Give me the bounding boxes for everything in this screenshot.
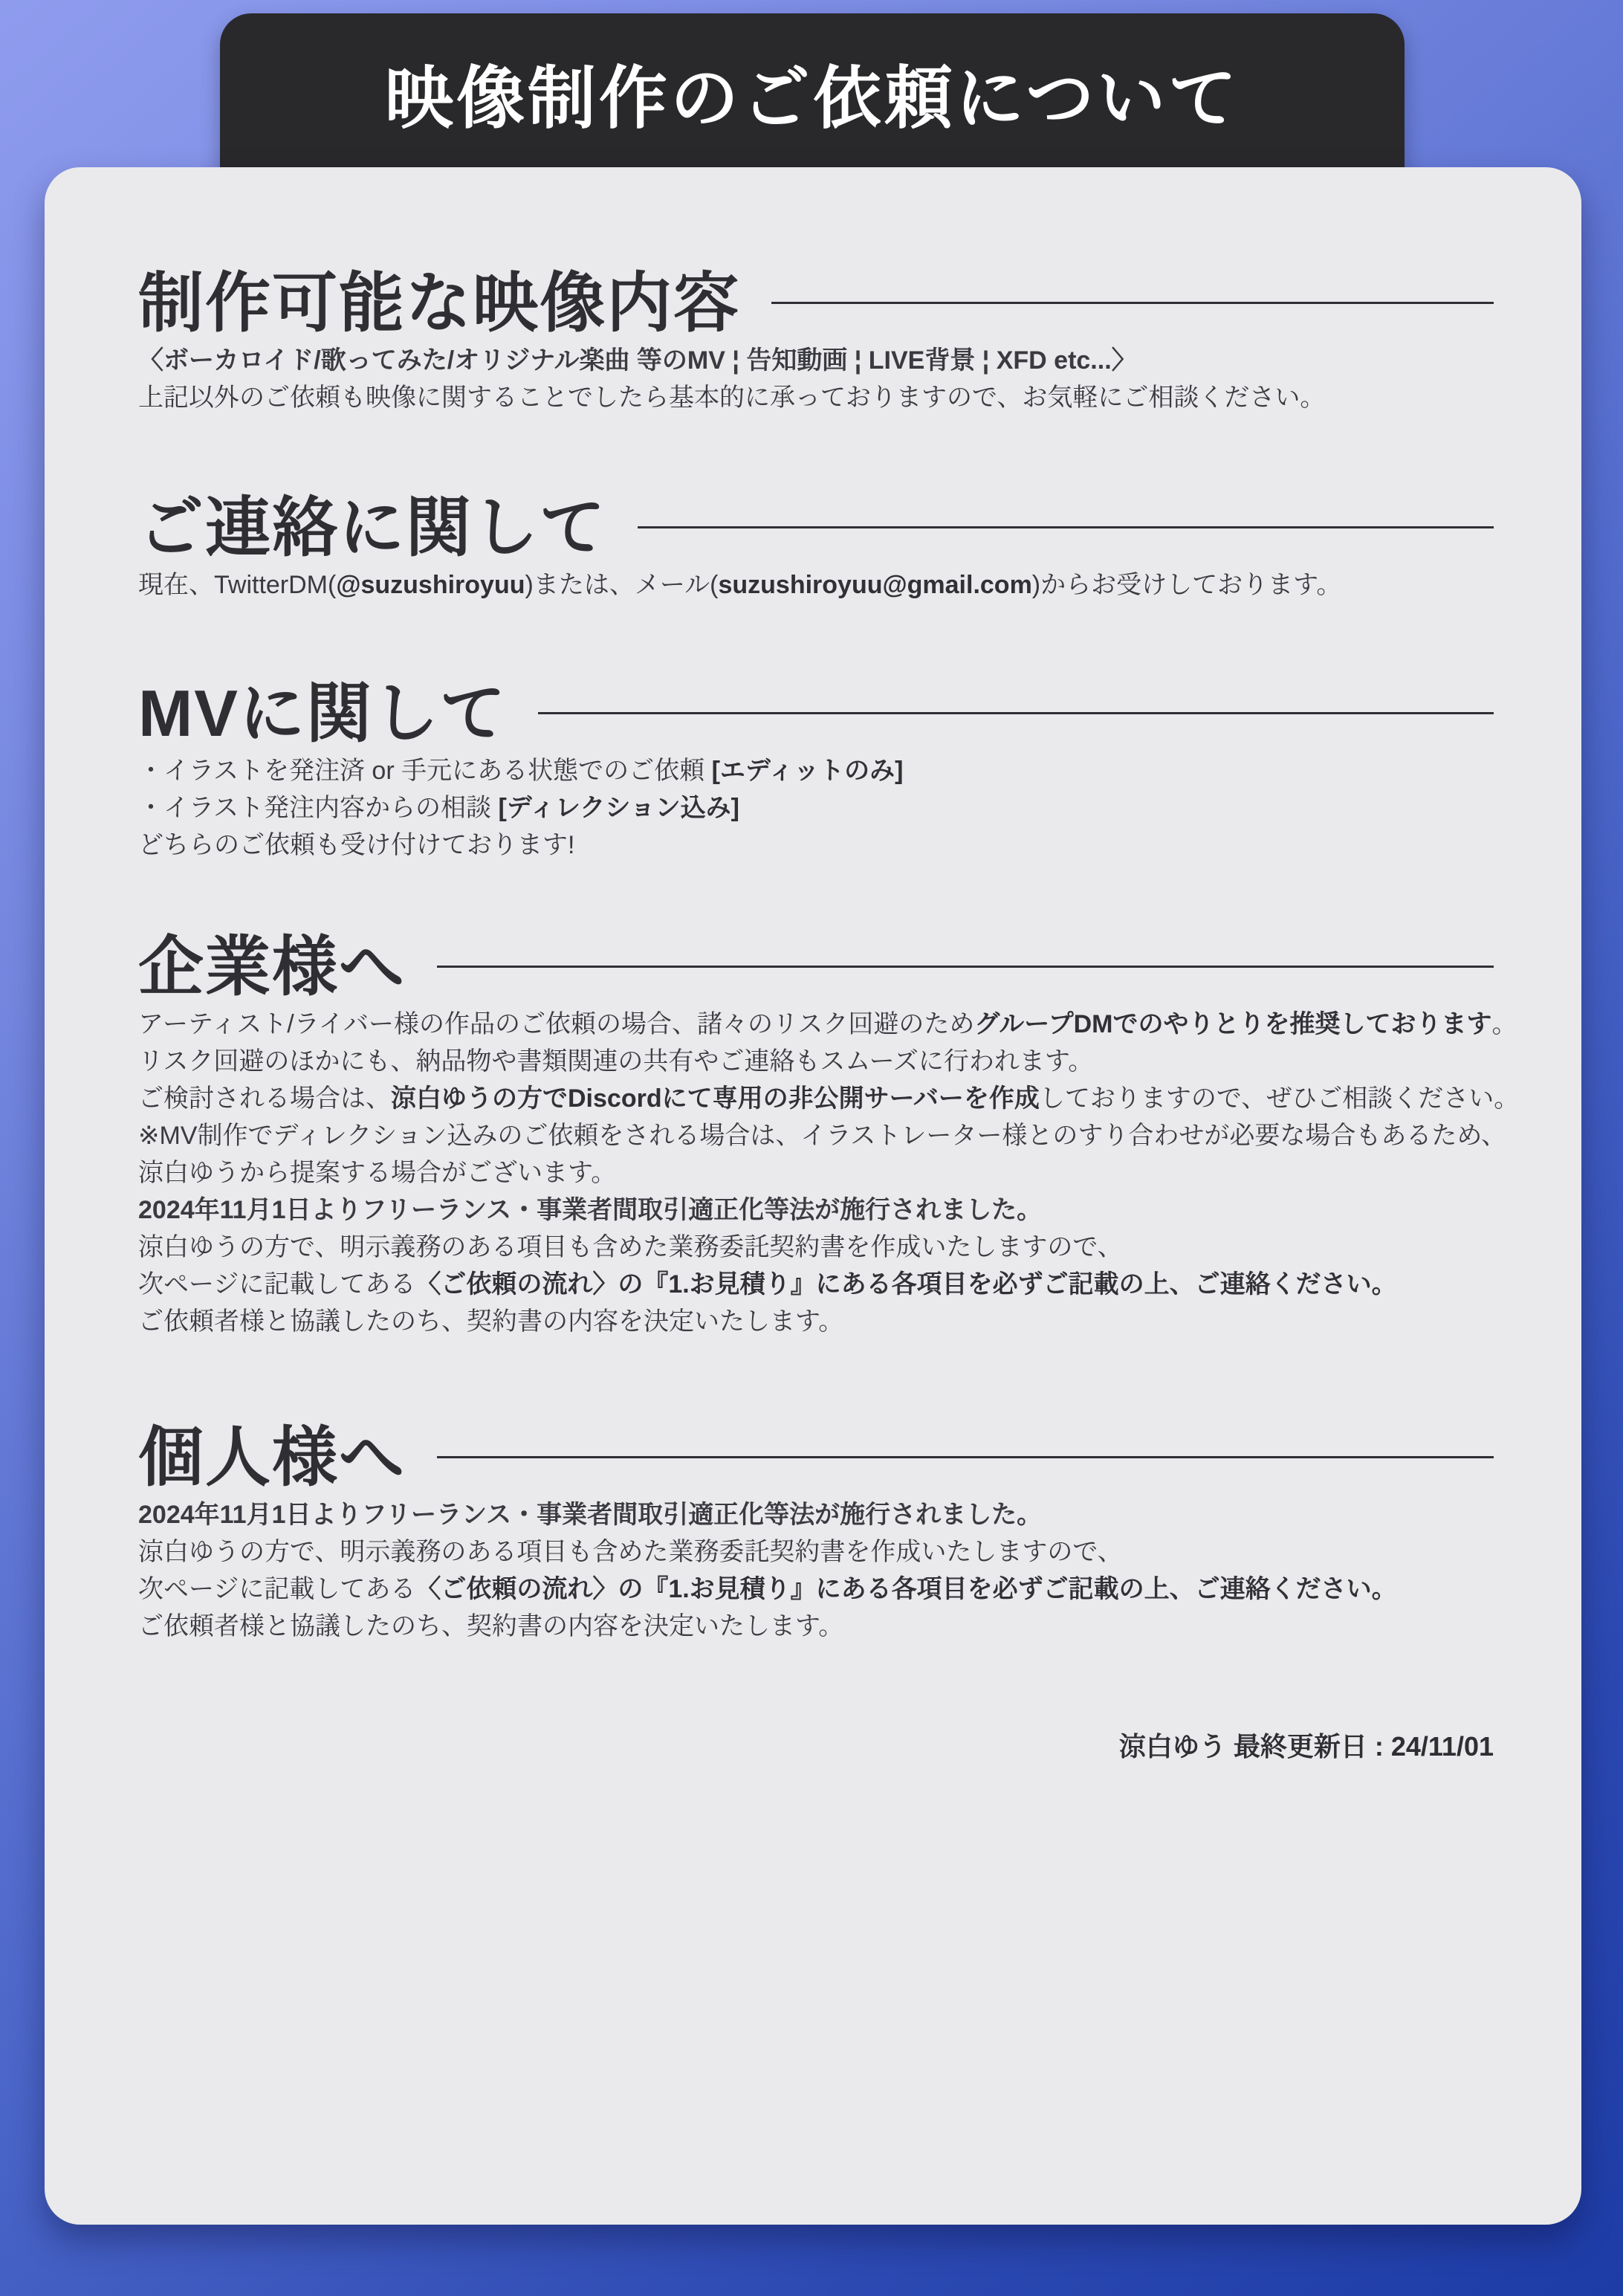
individual-p1: 涼白ゆうの方で、明示義務のある項目も含めた業務委託契約書を作成いたしますので、 — [138, 1538, 1123, 1566]
corporate-p5: 涼白ゆうから提案する場合がございます。 — [138, 1159, 617, 1187]
email-address: suzushiroyuu@gmail.com — [718, 571, 1032, 599]
corporate-law-notice: 2024年11月1日よりフリーランス・事業者間取引適正化等法が施行されました。 — [138, 1196, 1043, 1224]
catalog-genres-line: 〈ボーカロイド/歌ってみた/オリジナル楽曲 等のMV ¦ 告知動画 ¦ LIVE背景 ¦ XFD etc...〉 — [138, 346, 1137, 375]
corporate-p3 — [138, 1080, 1520, 1117]
page-title: 映像制作のご依頼について — [384, 61, 1240, 137]
mv-bullet-edit-tag: [エディットのみ] — [711, 757, 904, 785]
section-heading-catalog — [138, 264, 1494, 342]
heading-rule — [771, 302, 1494, 304]
heading-rule — [538, 712, 1494, 714]
corporate-p7 — [138, 1266, 1494, 1303]
mv-bullet-direction-text: ・イラスト発注内容からの相談 — [138, 794, 499, 822]
corporate-p1-a: アーティスト/ライバー様の作品のご依頼の場合、諸々のリスク回避のため — [138, 1010, 975, 1038]
corporate-p6: 涼白ゆうの方で、明示義務のある項目も含めた業務委託契約書を作成いたしますので、 — [138, 1233, 1123, 1261]
contact-pre: 現在、TwitterDM( — [138, 571, 337, 599]
footer-credit: 涼白ゆう 最終更新日 : 24/11/01 — [1118, 1731, 1494, 1762]
individual-law-notice: 2024年11月1日よりフリーランス・事業者間取引適正化等法が施行されました。 — [138, 1501, 1043, 1529]
section-heading-individual — [138, 1418, 1494, 1496]
section-heading-mv-label: MVに関して — [138, 676, 508, 750]
content-card — [45, 167, 1581, 2225]
corporate-p3-bold: 涼白ゆうの方でDiscordにて専用の非公開サーバーを作成 — [391, 1084, 1040, 1113]
corporate-p4: ※MV制作でディレクション込みのご依頼をされる場合は、イラストレーター様とのすり合わせが必要な場合もあるため、 — [138, 1122, 1507, 1150]
section-heading-catalog-label: 制作可能な映像内容 — [138, 266, 741, 340]
heading-rule — [638, 526, 1494, 528]
mv-bullet-direction-tag: [ディレクション込み] — [498, 794, 740, 822]
heading-rule — [437, 966, 1494, 968]
corporate-p1-c: 。 — [1491, 1010, 1517, 1038]
section-heading-corporate — [138, 928, 1494, 1006]
mv-closing-line: どちらのご依頼も受け付けております! — [138, 831, 575, 859]
section-heading-contact — [138, 488, 1494, 566]
corporate-p7-bold: 〈ご依頼の流れ〉の『1.お見積り』にある各項目を必ずご記載の上、ご連絡ください。 — [415, 1270, 1397, 1299]
contact-post: )からお受けしております。 — [1031, 571, 1342, 599]
individual-p3: ご依頼者様と協議したのち、契約書の内容を決定いたします。 — [138, 1612, 844, 1640]
catalog-note-line: 上記以外のご依頼も映像に関することでしたら基本的に承っておりますので、お気軽にご相談ください。 — [138, 384, 1326, 412]
mv-bullet-edit-text: ・イラストを発注済 or 手元にある状態でのご依頼 — [138, 757, 712, 785]
section-heading-corporate-label: 企業様へ — [138, 930, 406, 1003]
individual-p2 — [138, 1571, 1494, 1608]
twitter-handle: @suzushiroyuu — [336, 571, 525, 599]
heading-rule — [437, 1456, 1494, 1458]
corporate-p3-a: ご検討される場合は、 — [138, 1084, 391, 1113]
contact-line — [138, 566, 1494, 604]
section-heading-contact-label: ご連絡に関して — [138, 491, 607, 564]
individual-p2-a: 次ページに記載してある — [138, 1575, 416, 1603]
mv-bullet-direction — [138, 789, 1494, 827]
corporate-p3-c: しておりますので、ぜひご相談ください。 — [1039, 1084, 1520, 1113]
corporate-p1-bold: グループDMでのやりとりを推奨しております — [974, 1010, 1492, 1038]
section-heading-individual-label: 個人様へ — [138, 1420, 406, 1494]
corporate-p1 — [138, 1006, 1517, 1043]
corporate-p8: ご依頼者様と協議したのち、契約書の内容を決定いたします。 — [138, 1307, 844, 1336]
individual-p2-bold: 〈ご依頼の流れ〉の『1.お見積り』にある各項目を必ずご記載の上、ご連絡ください。 — [415, 1575, 1397, 1603]
section-heading-mv — [138, 674, 1494, 752]
contact-mid: )または、メール( — [525, 571, 719, 599]
corporate-p2: リスク回避のほかにも、納品物や書類関連の共有やご連絡もスムーズに行われます。 — [138, 1047, 1094, 1076]
corporate-p7-a: 次ページに記載してある — [138, 1270, 416, 1299]
mv-bullet-edit — [138, 752, 1494, 789]
